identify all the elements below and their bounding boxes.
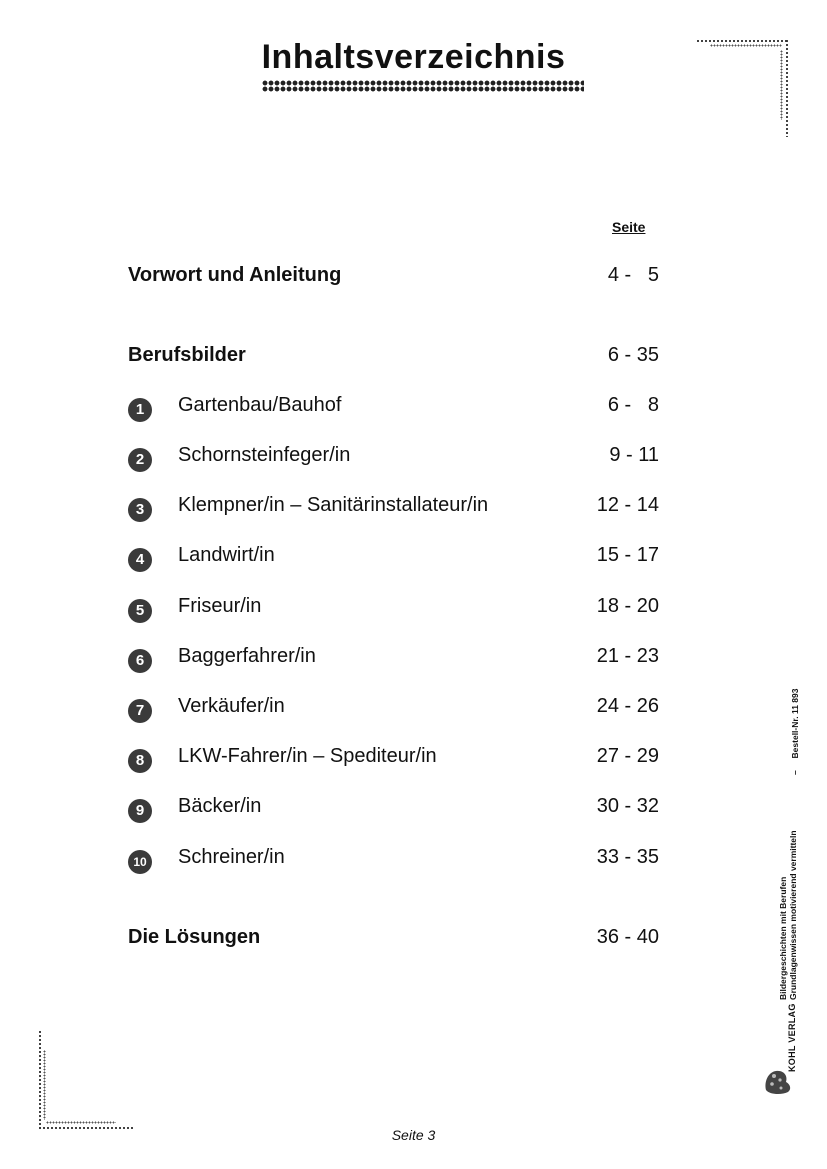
page-title: Inhaltsverzeichnis [261, 38, 566, 76]
number-badge: 10 [128, 850, 152, 874]
toc-entry-label: Schreiner/in [178, 846, 285, 868]
toc-row [0, 392, 827, 422]
toc-row [0, 743, 827, 773]
number-badge: 7 [128, 699, 152, 723]
number-badge: 2 [128, 448, 152, 472]
toc-row [0, 924, 827, 954]
toc-entry-pages: 4 - 5 [607, 264, 659, 286]
number-badge: 3 [128, 498, 152, 522]
toc-entry-label: Die Lösungen [128, 926, 261, 948]
toc-entry-pages: 36 - 40 [596, 926, 659, 948]
number-badge: 6 [128, 649, 152, 673]
toc-entry-pages: 6 - 8 [607, 394, 659, 416]
toc-entry-pages: 6 - 35 [607, 344, 659, 366]
toc-entry-label: Berufsbilder [128, 344, 246, 366]
publisher-logo-icon [762, 1064, 796, 1096]
toc-entry-pages: 15 - 17 [596, 544, 659, 566]
dotted-line [710, 44, 782, 47]
number-badge: 4 [128, 548, 152, 572]
page-column-header: Seite [612, 219, 646, 235]
toc-entry-label: Schornsteinfeger/in [178, 444, 351, 466]
number-badge: 8 [128, 749, 152, 773]
book-title-line2: Grundlagenwissen motivierend vermitteln [788, 830, 798, 1000]
toc-entry-label: Gartenbau/Bauhof [178, 394, 342, 416]
toc-entry-label: Baggerfahrer/in [178, 645, 316, 667]
toc-entry-label: Klempner/in – Sanitärinstallateur/in [178, 494, 489, 516]
toc-entry-pages: 12 - 14 [596, 494, 659, 516]
toc-row [0, 844, 827, 874]
number-badge: 5 [128, 599, 152, 623]
number-badge: 1 [128, 398, 152, 422]
toc-entry-label: Friseur/in [178, 595, 262, 617]
dotted-line [785, 39, 789, 137]
dotted-line [696, 39, 788, 43]
page-number-footer: Seite 3 [391, 1127, 436, 1143]
toc-row [0, 593, 827, 623]
toc-entry-pages: 33 - 35 [596, 846, 659, 868]
toc-row [0, 262, 827, 292]
toc-entry-pages: 24 - 26 [596, 695, 659, 717]
separator-dash: – [790, 770, 800, 775]
toc-entry-label: LKW-Fahrer/in – Spediteur/in [178, 745, 437, 767]
toc-row [0, 442, 827, 472]
title-underline-dots [262, 80, 584, 92]
dotted-line [43, 1050, 46, 1120]
toc-entry-label: Bäcker/in [178, 795, 262, 817]
toc-row [0, 492, 827, 522]
toc-entry-label: Verkäufer/in [178, 695, 285, 717]
order-number: Bestell-Nr. 11 893 [790, 688, 800, 759]
publisher-name: KOHL VERLAG [787, 1003, 797, 1072]
order-number-block [790, 689, 800, 775]
dotted-line [46, 1121, 116, 1124]
toc-row [0, 542, 827, 572]
toc-row [0, 342, 827, 372]
toc-entry-pages: 18 - 20 [596, 595, 659, 617]
toc-entry-pages: 9 - 11 [609, 444, 659, 466]
toc-entry-pages: 30 - 32 [596, 795, 659, 817]
toc-entry-pages: 21 - 23 [596, 645, 659, 667]
number-badge: 9 [128, 799, 152, 823]
toc-entry-pages: 27 - 29 [596, 745, 659, 767]
dotted-line [38, 1030, 42, 1130]
toc-entry-label: Vorwort und Anleitung [128, 264, 342, 286]
toc-entry-label: Landwirt/in [178, 544, 275, 566]
toc-row [0, 793, 827, 823]
toc-row [0, 643, 827, 673]
toc-row [0, 693, 827, 723]
dotted-line [780, 50, 783, 120]
book-title-line1: Bildergeschichten mit Berufen [778, 876, 788, 1000]
